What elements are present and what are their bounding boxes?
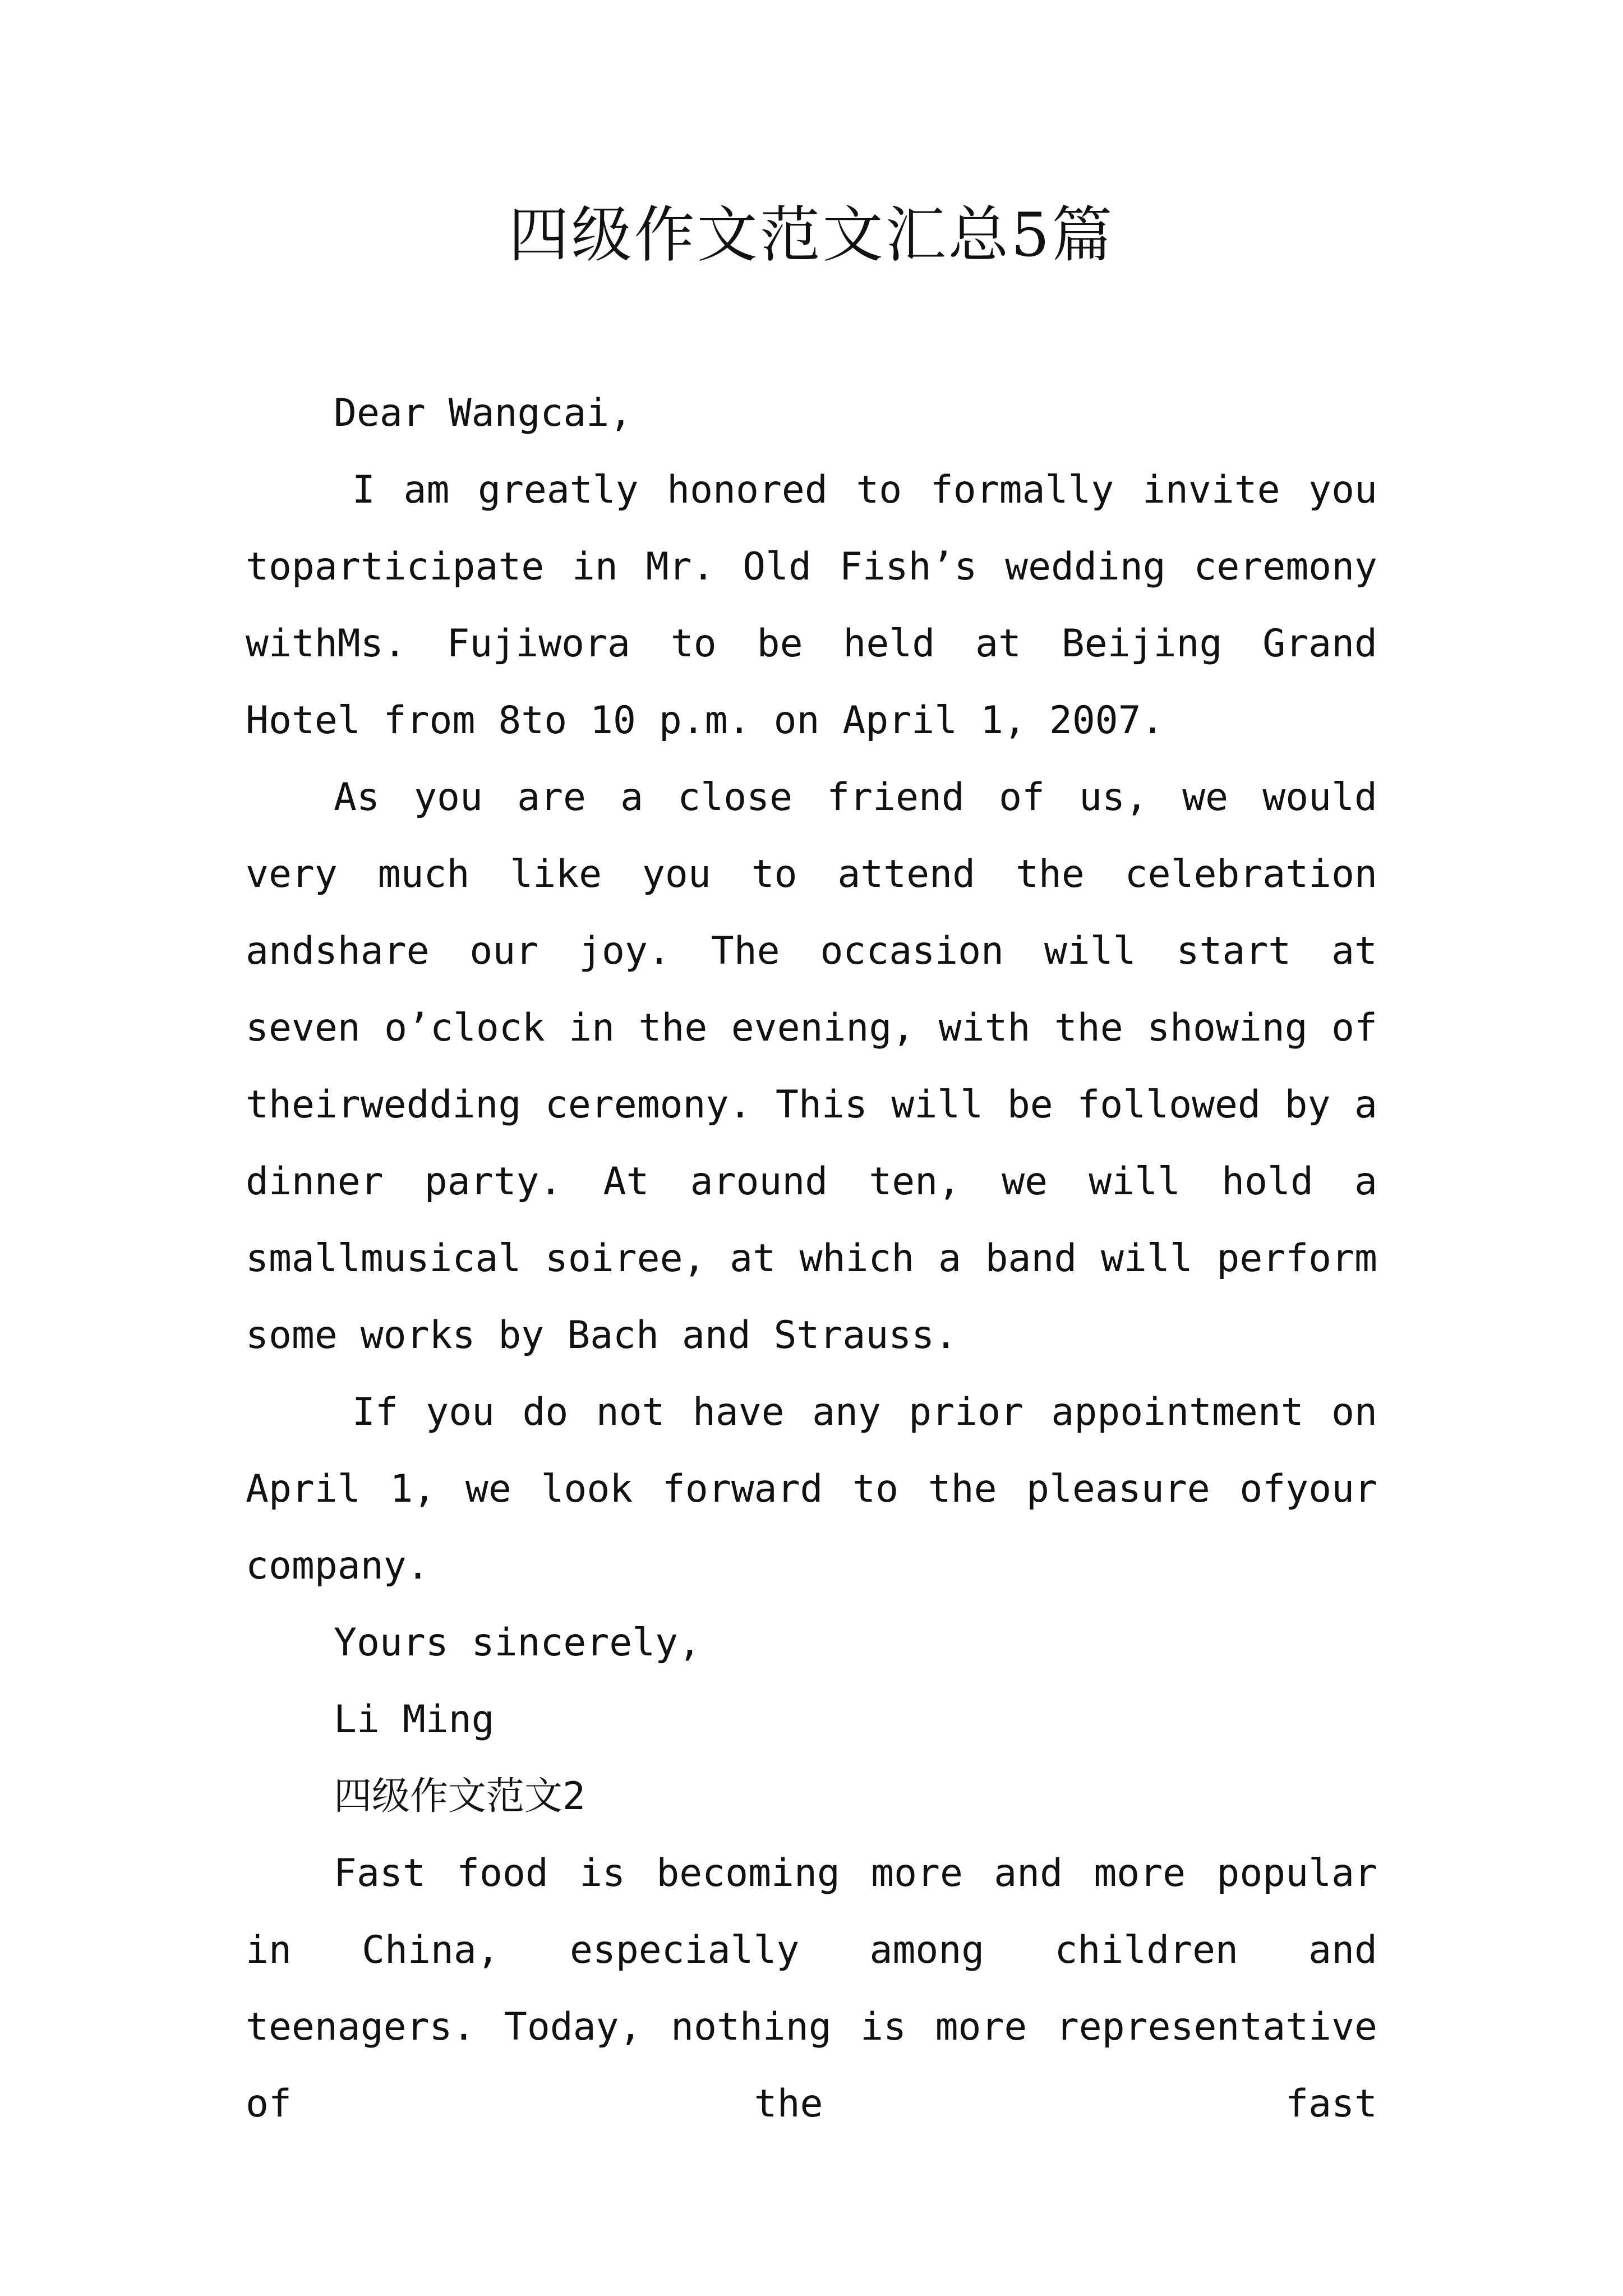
- paragraph-fast-food: Fast food is becoming more and more popular in China, especially among children and teenagers. Today, nothing is more representative of the fast: [246, 1851, 1377, 2126]
- page-title: 四级作文范文汇总5篇: [508, 200, 1115, 270]
- section-heading: 四级作文范文2: [334, 1774, 585, 1819]
- document-body: [246, 375, 1377, 2142]
- paragraph-details: As you are a close friend of us, we would very much like you to attend the celebration andshare our joy. The occasion will start at seven o’clock in the evening, with the showing of theirwedding ceremony. This will be followed by a dinner party. At around ten, we will hold a smallmusical soiree, at which a band will perform some works by Bach and Strauss.: [246, 775, 1377, 1358]
- sign-off: Yours sincerely,: [334, 1621, 702, 1665]
- signature-name: Li Ming: [334, 1697, 495, 1742]
- paragraph-invitation: I am greatly honored to formally invite you toparticipate in Mr. Old Fish’s wedding ceremony withMs. Fujiwora to be held at Beijing Grand Hotel from 8to 10 p.m. on April 1, 2007.: [246, 468, 1377, 743]
- salutation: Dear Wangcai,: [334, 391, 633, 435]
- paragraph-closing: If you do not have any prior appointment on April 1, we look forward to the pleasure ofyour company.: [246, 1390, 1377, 1588]
